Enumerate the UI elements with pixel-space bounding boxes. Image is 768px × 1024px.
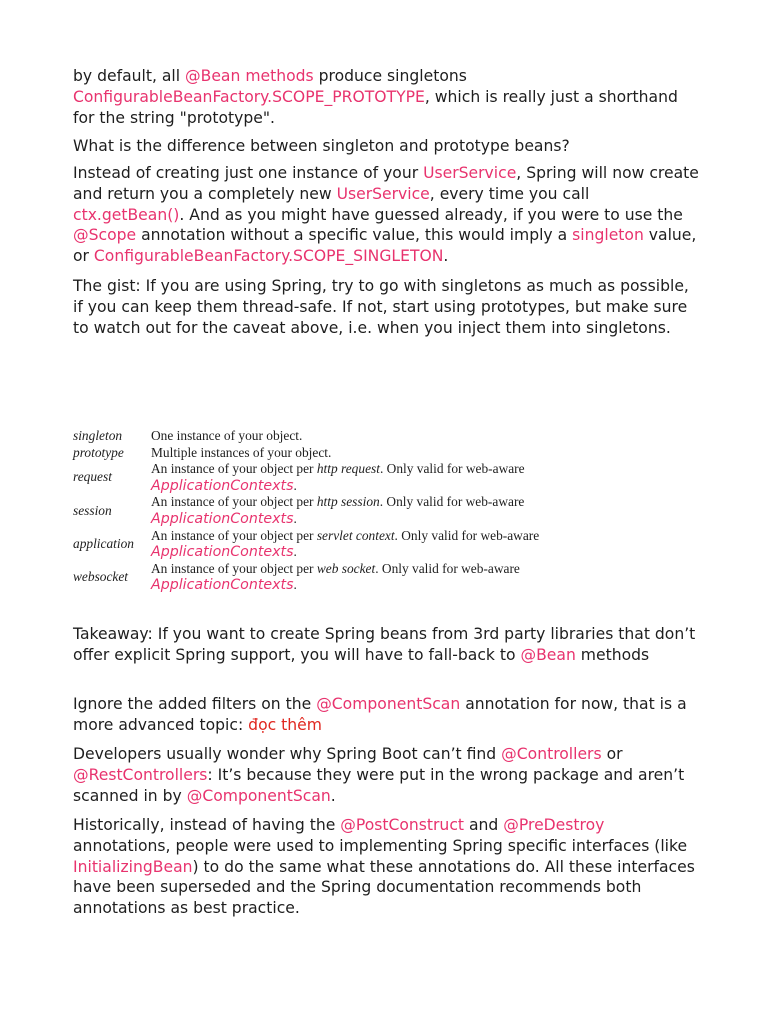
inline-code: @Controllers — [501, 745, 602, 763]
text: . Only valid for web-aware — [394, 527, 540, 543]
inline-code: ApplicationContexts — [151, 477, 294, 494]
text: . — [293, 577, 297, 593]
inline-code: ConfigurableBeanFactory.SCOPE_SINGLETON — [93, 247, 444, 266]
inline-code: ApplicationContexts — [151, 577, 294, 594]
inline-code: ConfigurableBeanFactory.SCOPE_PROTOTYPE — [73, 87, 425, 106]
inline-code: @Bean methods — [185, 67, 314, 85]
inline-code: @ComponentScan — [316, 695, 461, 713]
scope-description — [151, 461, 571, 494]
paragraph-default-singletons — [73, 66, 703, 128]
inline-code: singleton — [572, 226, 644, 245]
text: . Only valid for web-aware — [379, 494, 525, 510]
text: annotation for now, that is a more advanced topic: — [73, 695, 687, 734]
text: , Spring will now create and return you a completely new — [73, 164, 699, 203]
inline-code: ApplicationContexts — [151, 510, 294, 527]
text: , every time you call — [429, 184, 590, 203]
scopes-table — [73, 428, 571, 594]
text: Developers usually wonder why Spring Boot can’t find — [73, 745, 502, 763]
paragraph-lifecycle — [73, 815, 703, 919]
scope-name: prototype — [73, 444, 124, 460]
inline-code: UserService — [336, 184, 430, 203]
scope-description: Multiple instances of your object. — [151, 444, 332, 460]
text: , which is really just a shorthand for the string "prototype". — [73, 87, 678, 127]
text: An instance of your object per — [151, 461, 317, 477]
scope-name: application — [73, 535, 134, 551]
inline-code: @Bean — [520, 645, 576, 664]
scope-context: web socket — [316, 560, 376, 576]
text: . Only valid for web-aware — [375, 560, 520, 576]
text: annotation without a specific value, this would imply a — [136, 226, 573, 245]
inline-code: ApplicationContexts — [151, 544, 294, 561]
text: value, or — [73, 226, 697, 266]
text: methods — [575, 645, 650, 664]
text: . — [293, 544, 297, 560]
read-more-link[interactable]: đọc thêm — [248, 715, 322, 734]
scope-context: http request — [316, 461, 380, 477]
scope-description — [151, 494, 571, 527]
scope-description: One instance of your object. — [151, 428, 303, 443]
inline-code: @Scope — [73, 226, 137, 245]
inline-code: ctx.getBean() — [73, 205, 180, 224]
table-row — [73, 494, 571, 527]
text: annotations, people were used to implementing Spring specific interfaces (like — [73, 836, 688, 855]
text: An instance of your object per — [151, 494, 317, 510]
text: An instance of your object per — [151, 560, 317, 576]
paragraph-question: What is the difference between singleton and prototype beans? — [73, 137, 570, 155]
table-row — [73, 561, 571, 594]
scope-context: http session — [316, 494, 380, 510]
paragraph-prototype-explanation — [73, 163, 703, 267]
text: Ignore the added filters on the — [73, 695, 317, 713]
inline-code: @ComponentScan — [186, 786, 331, 805]
inline-code: UserService — [423, 164, 517, 182]
scope-name: request — [73, 469, 112, 485]
text: . — [330, 786, 336, 805]
inline-code: @PreDestroy — [503, 816, 605, 834]
paragraph-controllers — [73, 744, 703, 806]
text: produce singletons — [313, 67, 467, 85]
text: . And as you might have guessed already, if you were to use the — [179, 205, 683, 224]
table-row — [73, 528, 571, 561]
text: . — [293, 477, 297, 493]
inline-code: @PostConstruct — [340, 816, 465, 834]
scope-description — [151, 561, 571, 594]
scope-name: singleton — [73, 428, 123, 443]
table-row — [73, 461, 571, 494]
text: ) to do the same what these annotations do. All these interfaces have been superseded and the Spring documentation recommends both annotations as best practice. — [73, 857, 695, 918]
text: Historically, instead of having the — [73, 816, 341, 834]
text: : It’s because they were put in the wrong package and aren’t scanned in by — [73, 765, 685, 805]
text: and — [464, 816, 504, 834]
text: by default, all — [73, 67, 186, 85]
scope-context: servlet context — [316, 527, 395, 543]
text: . — [293, 510, 297, 526]
table-row — [73, 445, 571, 462]
text: Instead of creating just one instance of your — [73, 164, 424, 182]
scope-description — [151, 528, 571, 561]
text: Takeaway: If you want to create Spring beans from 3rd party libraries that don’t offer explicit Spring support, you will have to fall-back to — [73, 625, 696, 664]
text: or — [601, 745, 623, 763]
text: . — [443, 247, 449, 266]
scope-name: session — [73, 502, 112, 518]
paragraph-component-scan — [73, 694, 703, 736]
text: An instance of your object per — [151, 527, 317, 543]
paragraph-takeaway — [73, 624, 703, 666]
scope-name: websocket — [73, 569, 129, 585]
table-row — [73, 428, 571, 445]
paragraph-gist: The gist: If you are using Spring, try to go with singletons as much as possible, if you can keep them thread-safe. If not, start using prototypes, but make sure to watch out for the caveat above, i.e. when you inject them into singletons. — [73, 277, 689, 337]
text: . Only valid for web-aware — [379, 461, 525, 477]
inline-code: InitializingBean — [73, 857, 193, 876]
inline-code: @RestControllers — [73, 765, 208, 784]
